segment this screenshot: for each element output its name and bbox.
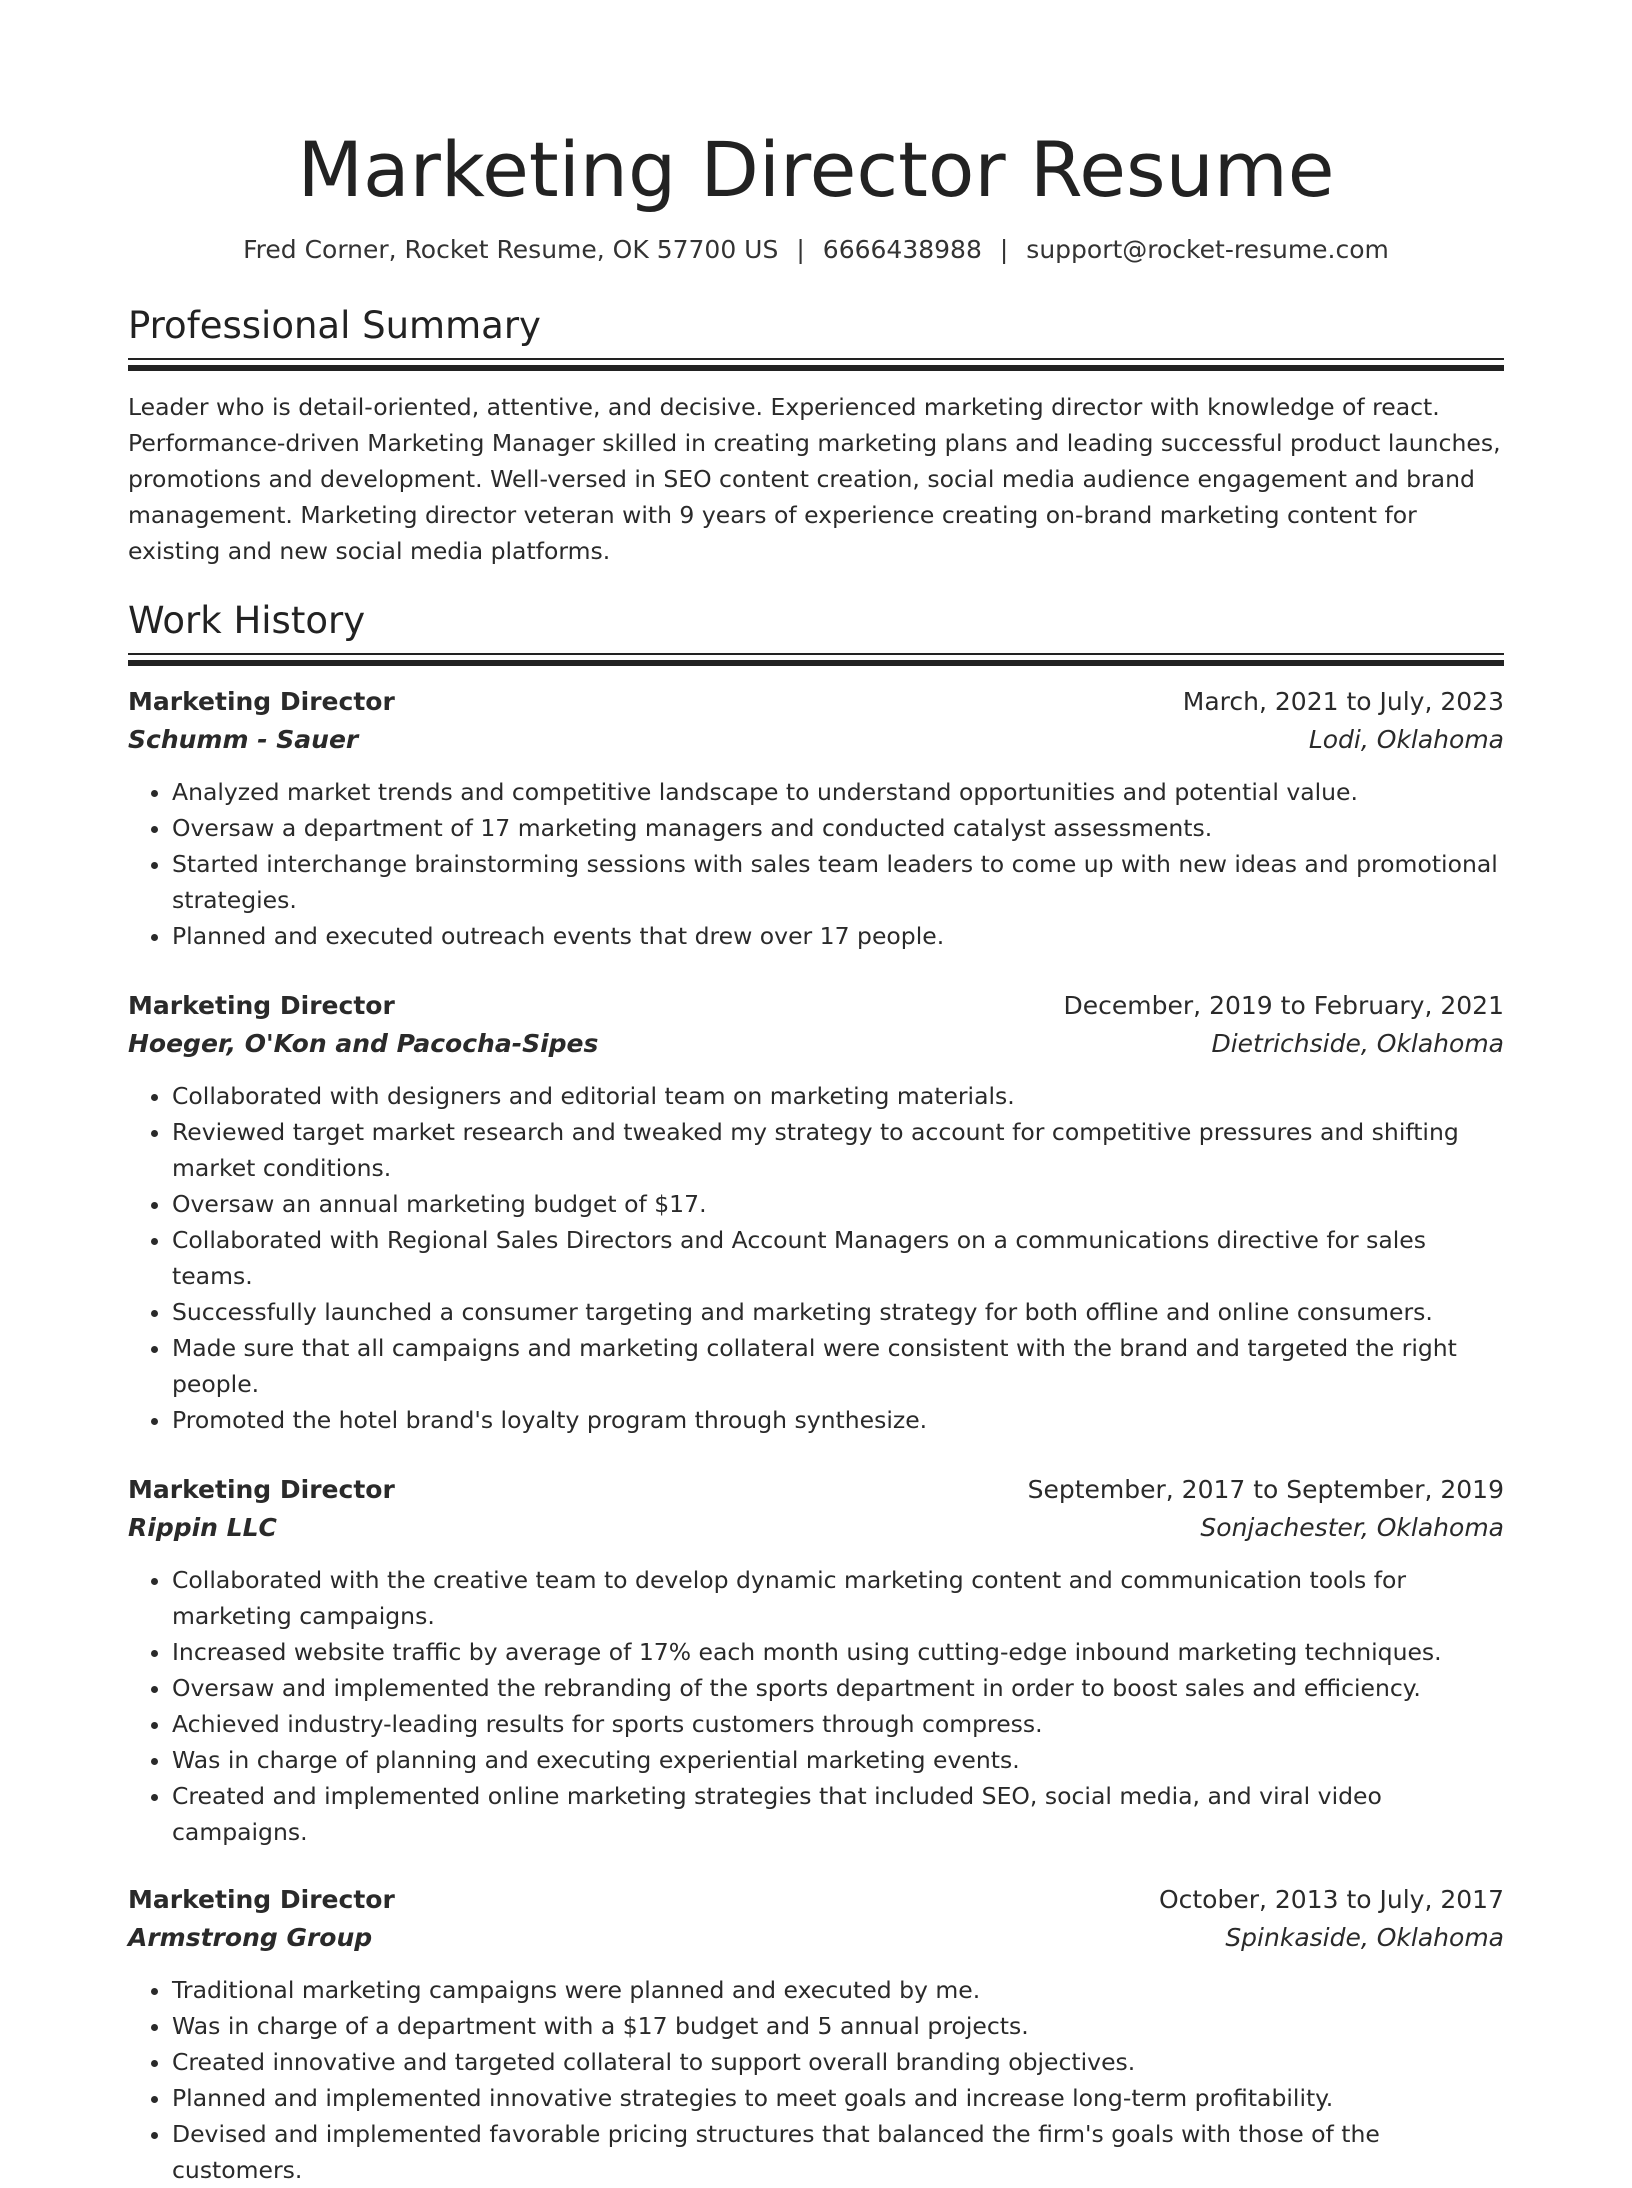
job-bullet: • Successfully launched a consumer targeting and marketing strategy for both offline and online consumers.: [172, 1294, 1504, 1330]
job-entry: [128, 1882, 1504, 2188]
summary-text: Leader who is detail-oriented, attentive, and decisive. Experienced marketing director with knowledge of react. Performance-driven Marketing Manager skilled in creating marketing plans and leading successful product launches, promotions and development. Well-versed in SEO content creation, social media audience engagement and brand management. Marketing director veteran with 9 years of experience creating on-brand marketing content for existing and new social media platforms.: [128, 393, 1501, 565]
job-title: Marketing Director: [128, 991, 395, 1020]
job-company: Rippin LLC: [128, 1513, 277, 1542]
job-bullet: • Created and implemented online marketing strategies that included SEO, social media, and viral video campaigns.: [172, 1778, 1504, 1850]
job-bullet: • Was in charge of planning and executing experiential marketing events.: [172, 1742, 1504, 1778]
job-company: Hoeger, O'Kon and Pacocha-Sipes: [128, 1029, 599, 1058]
job-bullet: • Planned and executed outreach events that drew over 17 people.: [172, 918, 1504, 954]
work-section: [128, 597, 1504, 2188]
job-bullet: • Oversaw a department of 17 marketing managers and conducted catalyst assessments.: [172, 810, 1504, 846]
job-bullet: • Reviewed target market research and tweaked my strategy to account for competitive pressures and shifting market conditions.: [172, 1114, 1504, 1186]
job-entry: [128, 684, 1504, 954]
job-title: Marketing Director: [128, 1885, 395, 1914]
job-bullet: • Collaborated with the creative team to develop dynamic marketing content and communication tools for marketing campaigns.: [172, 1562, 1504, 1634]
contact-separator: |: [796, 235, 805, 264]
section-rule-thin: [128, 653, 1504, 655]
contact-line: [128, 234, 1504, 266]
resume-title: Marketing Director Resume: [297, 125, 1335, 214]
job-bullet: • Started interchange brainstorming sessions with sales team leaders to come up with new ideas and promotional strategies.: [172, 846, 1504, 918]
job-bullet: • Was in charge of a department with a $17 budget and 5 annual projects.: [172, 2008, 1504, 2044]
job-subheader-row: [128, 1508, 1504, 1548]
job-bullet: • Collaborated with designers and editorial team on marketing materials.: [172, 1078, 1504, 1114]
job-bullet: • Collaborated with Regional Sales Directors and Account Managers on a communications directive for sales teams.: [172, 1222, 1504, 1294]
job-bullet: • Achieved industry-leading results for sports customers through compress.: [172, 1706, 1504, 1742]
job-dates: October, 2013 to July, 2017: [1158, 1885, 1504, 1914]
job-company: Armstrong Group: [128, 1923, 373, 1952]
summary-section: [128, 302, 1504, 569]
job-bullet: • Planned and implemented innovative strategies to meet goals and increase long-term profitability.: [172, 2080, 1504, 2116]
job-bullet: • Made sure that all campaigns and marketing collateral were consistent with the brand and targeted the right people.: [172, 1330, 1504, 1402]
job-entry: [128, 1472, 1504, 1850]
job-bullet: • Increased website traffic by average of 17% each month using cutting-edge inbound marketing techniques.: [172, 1634, 1504, 1670]
job-bullet: • Analyzed market trends and competitive landscape to understand opportunities and potential value.: [172, 774, 1504, 810]
job-entry: [128, 988, 1504, 1438]
job-dates: September, 2017 to September, 2019: [1027, 1475, 1504, 1504]
job-bullet: • Oversaw and implemented the rebranding of the sports department in order to boost sales and efficiency.: [172, 1670, 1504, 1706]
contact-separator: |: [999, 235, 1009, 264]
job-bullet: • Promoted the hotel brand's loyalty program through synthesize.: [172, 1402, 1504, 1438]
job-bullet: • Created innovative and targeted collateral to support overall branding objectives.: [172, 2044, 1504, 2080]
job-subheader-row: [128, 1024, 1504, 1064]
contact-email: support@rocket-resume.com: [1026, 235, 1389, 264]
work-heading: Work History: [128, 599, 366, 642]
job-dates: December, 2019 to February, 2021: [1063, 991, 1504, 1020]
contact-address: Fred Corner, Rocket Resume, OK 57700 US: [243, 235, 779, 264]
job-bullet: • Traditional marketing campaigns were planned and executed by me.: [172, 1972, 1504, 2008]
job-header-row: [128, 684, 1504, 720]
job-bullets: [128, 774, 1504, 954]
job-title: Marketing Director: [128, 687, 395, 716]
contact-phone: 6666438988: [822, 235, 982, 264]
job-bullets: [128, 1972, 1504, 2188]
summary-heading: Professional Summary: [128, 304, 541, 347]
job-company: Schumm - Sauer: [128, 725, 359, 754]
job-subheader-row: [128, 1918, 1504, 1958]
job-bullets: [128, 1562, 1504, 1850]
job-bullets: [128, 1078, 1504, 1438]
job-location: Sonjachester, Oklahoma: [1200, 1513, 1504, 1542]
job-location: Spinkaside, Oklahoma: [1225, 1923, 1504, 1952]
job-location: Dietrichside, Oklahoma: [1211, 1029, 1504, 1058]
job-subheader-row: [128, 720, 1504, 760]
job-location: Lodi, Oklahoma: [1308, 725, 1504, 754]
job-dates: March, 2021 to July, 2023: [1182, 687, 1504, 716]
section-rule-thick: [128, 660, 1504, 666]
job-header-row: [128, 1882, 1504, 1918]
job-title: Marketing Director: [128, 1475, 395, 1504]
section-rule-thick: [128, 365, 1504, 371]
job-header-row: [128, 988, 1504, 1024]
job-bullet: • Devised and implemented favorable pricing structures that balanced the firm's goals with those of the customers.: [172, 2116, 1504, 2188]
section-rule-thin: [128, 358, 1504, 360]
job-header-row: [128, 1472, 1504, 1508]
job-bullet: • Oversaw an annual marketing budget of $17.: [172, 1186, 1504, 1222]
resume-page: [128, 0, 1504, 2188]
